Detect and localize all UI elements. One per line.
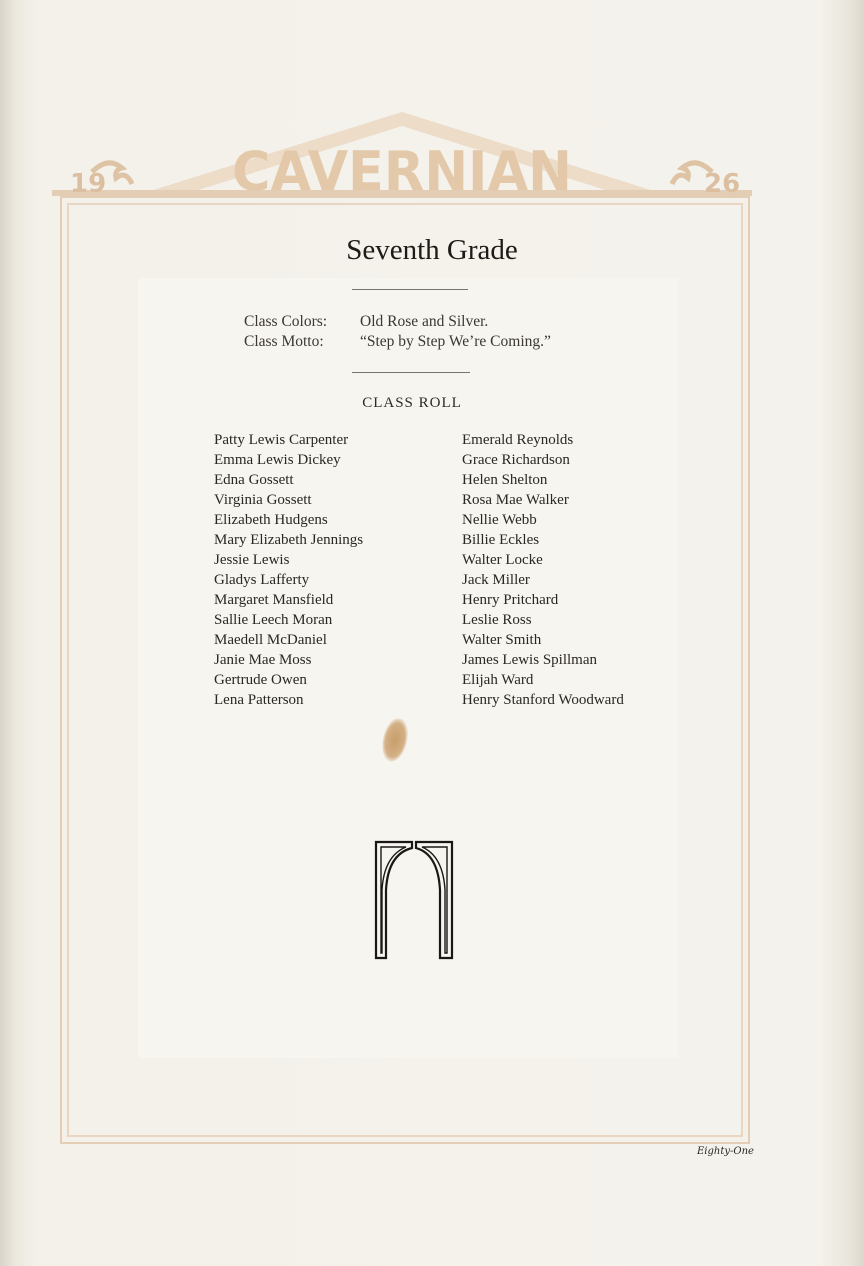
page-number: Eighty-One	[697, 1146, 754, 1157]
class-roll-right-column	[462, 430, 624, 710]
student-name: Patty Lewis Carpenter	[214, 432, 349, 448]
student-name: Mary Elizabeth Jennings	[214, 532, 364, 548]
student-name: Henry Pritchard	[462, 592, 559, 608]
student-name: Elijah Ward	[462, 672, 534, 688]
student-name: Rosa Mae Walker	[462, 492, 569, 508]
student-name: Billie Eckles	[462, 532, 540, 548]
divider-rule	[352, 372, 470, 373]
student-name: Walter Locke	[462, 552, 543, 568]
class-motto-value: “Step by Step We’re Coming.”	[360, 333, 551, 350]
student-name: Margaret Mansfield	[214, 592, 334, 608]
student-name: Sallie Leech Moran	[214, 612, 333, 628]
student-name: Leslie Ross	[462, 612, 532, 628]
student-name: Jack Miller	[462, 572, 530, 588]
class-colors-label: Class Colors:	[244, 313, 328, 330]
class-roll-left-column	[214, 430, 363, 710]
student-name: Nellie Webb	[462, 512, 537, 528]
year-right: 26	[704, 169, 741, 199]
divider-rule	[352, 289, 468, 290]
student-name: Maedell McDaniel	[214, 632, 327, 648]
student-name: James Lewis Spillman	[462, 652, 597, 668]
student-name: Emma Lewis Dickey	[214, 452, 341, 468]
student-name: Gladys Lafferty	[214, 572, 310, 588]
class-colors-value: Old Rose and Silver.	[360, 313, 489, 330]
student-name: Elizabeth Hudgens	[214, 512, 328, 528]
student-name: Gertrude Owen	[214, 672, 307, 688]
cavernian-header-banner	[52, 108, 752, 208]
year-left: 19	[70, 169, 107, 199]
page-title: Seventh Grade	[346, 234, 518, 266]
student-name: Lena Patterson	[214, 692, 304, 708]
student-name: Henry Stanford Woodward	[462, 692, 624, 708]
student-name: Jessie Lewis	[214, 552, 290, 568]
student-name: Janie Mae Moss	[214, 652, 312, 668]
student-name: Walter Smith	[462, 632, 542, 648]
student-name: Emerald Reynolds	[462, 432, 574, 448]
student-name: Virginia Gossett	[214, 492, 312, 508]
header-title: CAVERNIAN	[232, 140, 572, 203]
arch-ornament-icon	[374, 840, 454, 960]
student-name: Edna Gossett	[214, 472, 294, 488]
student-name: Helen Shelton	[462, 472, 548, 488]
class-roll-heading: CLASS ROLL	[362, 395, 462, 411]
class-motto-label: Class Motto:	[244, 333, 324, 350]
student-name: Grace Richardson	[462, 452, 570, 468]
